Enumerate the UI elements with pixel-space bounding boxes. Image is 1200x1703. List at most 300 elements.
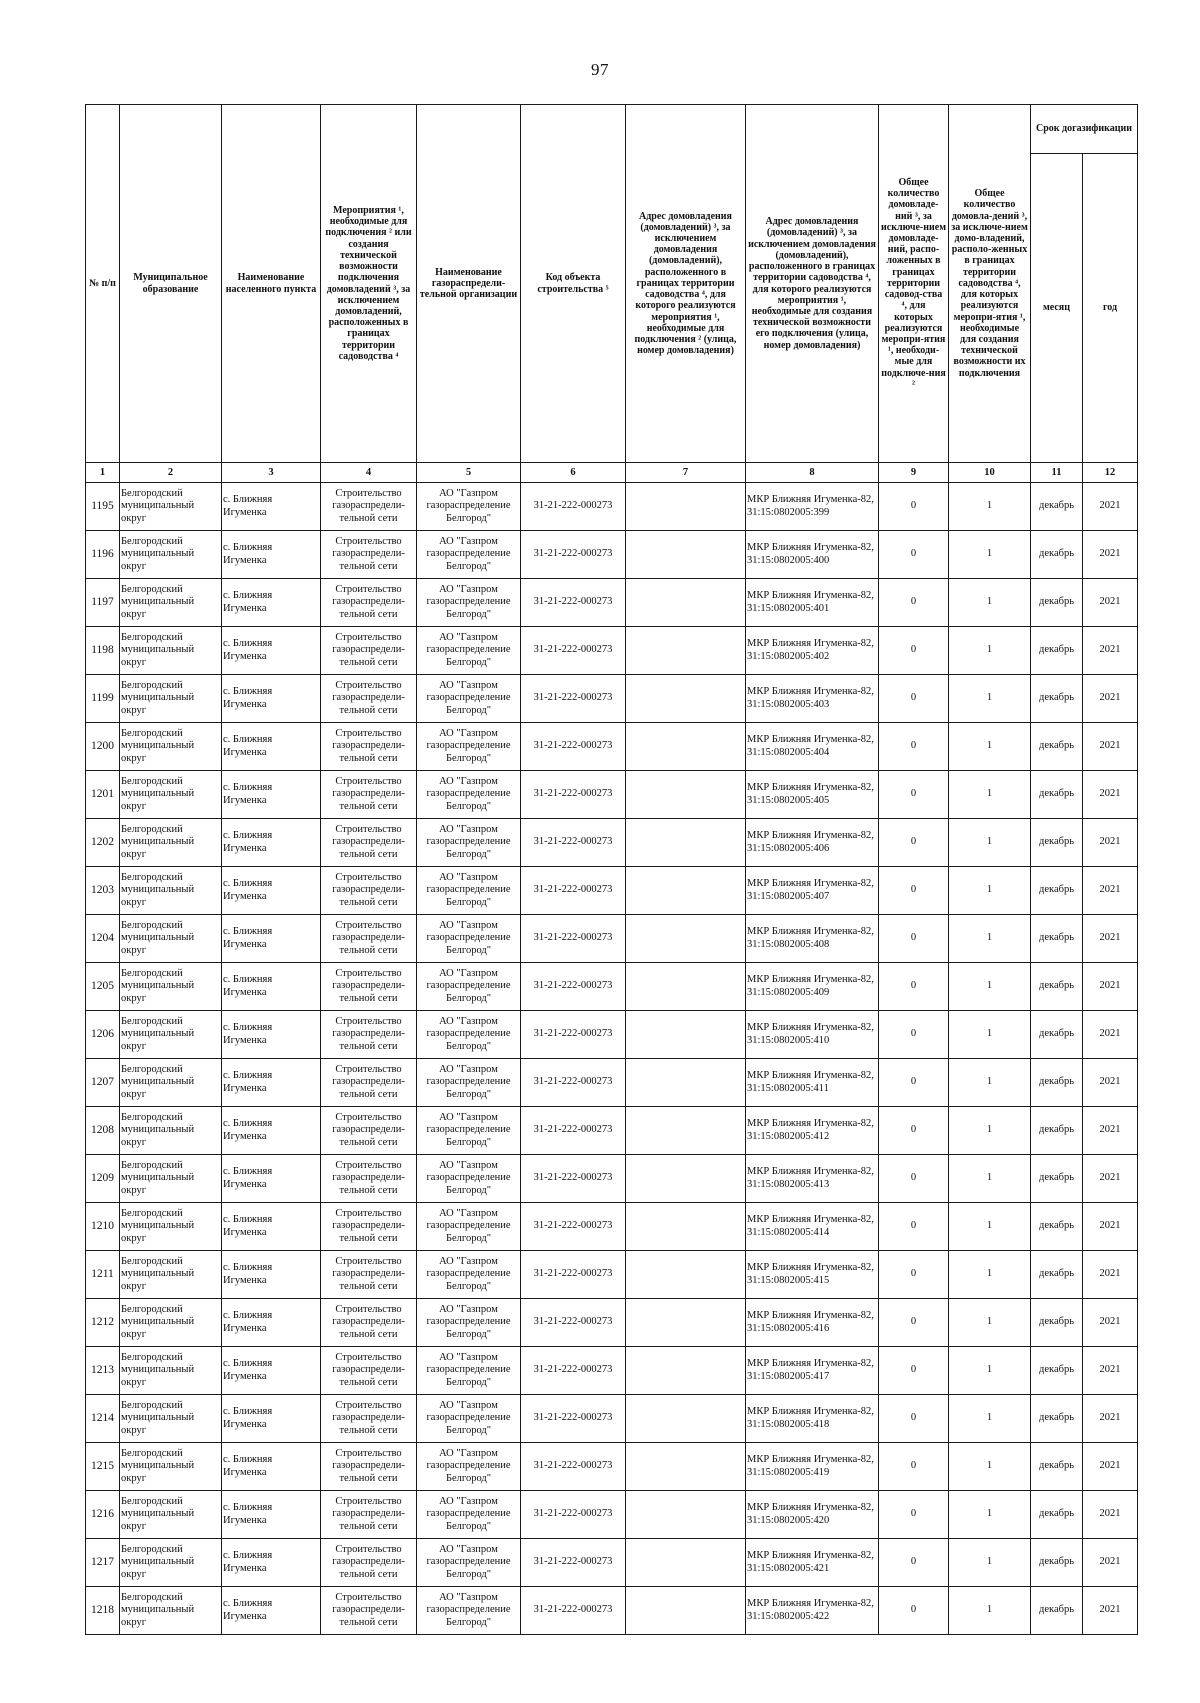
address-connection-cell [626,1011,746,1059]
address-connection-cell [626,1107,746,1155]
object-code-cell: 31-21-222-000273 [521,1587,626,1635]
year-cell: 2021 [1083,1347,1138,1395]
year-cell: 2021 [1083,963,1138,1011]
month-cell: декабрь [1031,963,1083,1011]
count-connection-cell: 0 [879,915,949,963]
count-technical-cell: 1 [949,1347,1031,1395]
table-body [86,483,1138,1635]
object-code-cell: 31-21-222-000273 [521,867,626,915]
municipality-cell: Белгородский муниципальный округ [120,1395,222,1443]
month-cell: декабрь [1031,675,1083,723]
table-row [86,1539,1138,1587]
count-technical-cell: 1 [949,1299,1031,1347]
settlement-cell: с. Ближняя Игуменка [222,675,321,723]
event-cell: Строительство газораспредели-тельной сети [321,531,417,579]
row-number-cell: 1199 [86,675,120,723]
object-code-cell: 31-21-222-000273 [521,1107,626,1155]
object-code-cell: 31-21-222-000273 [521,1059,626,1107]
municipality-cell: Белгородский муниципальный округ [120,1155,222,1203]
year-cell: 2021 [1083,915,1138,963]
column-number: 2 [120,463,222,483]
year-cell: 2021 [1083,1491,1138,1539]
count-connection-cell: 0 [879,1107,949,1155]
month-cell: декабрь [1031,1443,1083,1491]
column-number: 5 [417,463,521,483]
count-connection-cell: 0 [879,1299,949,1347]
count-technical-cell: 1 [949,771,1031,819]
municipality-cell: Белгородский муниципальный округ [120,1539,222,1587]
settlement-cell: с. Ближняя Игуменка [222,1107,321,1155]
row-number-cell: 1205 [86,963,120,1011]
row-number-cell: 1207 [86,1059,120,1107]
address-technical-cell: МКР Ближняя Игуменка-82, 31:15:0802005:399 [746,483,879,531]
table-row [86,1491,1138,1539]
address-connection-cell [626,1443,746,1491]
municipality-cell: Белгородский муниципальный округ [120,675,222,723]
row-number-cell: 1196 [86,531,120,579]
municipality-cell: Белгородский муниципальный округ [120,1203,222,1251]
object-code-cell: 31-21-222-000273 [521,483,626,531]
settlement-cell: с. Ближняя Игуменка [222,1395,321,1443]
count-technical-cell: 1 [949,1155,1031,1203]
header-year: год [1083,154,1138,463]
address-technical-cell: МКР Ближняя Игуменка-82, 31:15:0802005:411 [746,1059,879,1107]
address-technical-cell: МКР Ближняя Игуменка-82, 31:15:0802005:414 [746,1203,879,1251]
month-cell: декабрь [1031,1059,1083,1107]
address-connection-cell [626,867,746,915]
address-technical-cell: МКР Ближняя Игуменка-82, 31:15:0802005:417 [746,1347,879,1395]
settlement-cell: с. Ближняя Игуменка [222,483,321,531]
table-row [86,531,1138,579]
month-cell: декабрь [1031,579,1083,627]
year-cell: 2021 [1083,771,1138,819]
count-technical-cell: 1 [949,723,1031,771]
month-cell: декабрь [1031,1203,1083,1251]
municipality-cell: Белгородский муниципальный округ [120,1251,222,1299]
row-number-cell: 1202 [86,819,120,867]
object-code-cell: 31-21-222-000273 [521,1299,626,1347]
month-cell: декабрь [1031,483,1083,531]
row-number-cell: 1216 [86,1491,120,1539]
address-technical-cell: МКР Ближняя Игуменка-82, 31:15:0802005:410 [746,1011,879,1059]
year-cell: 2021 [1083,579,1138,627]
object-code-cell: 31-21-222-000273 [521,819,626,867]
count-connection-cell: 0 [879,1443,949,1491]
organization-cell: АО "Газпром газораспределение Белгород" [417,1107,521,1155]
object-code-cell: 31-21-222-000273 [521,963,626,1011]
header-count-technical: Общее количество домовла-дений ³, за исключе-нием домо-владений, располо-женных в границах территории садоводства ⁴, для которых реализуются меропри-ятия ¹, необходимые для создания технической возможности их подключения [949,105,1031,463]
object-code-cell: 31-21-222-000273 [521,1443,626,1491]
settlement-cell: с. Ближняя Игуменка [222,819,321,867]
month-cell: декабрь [1031,819,1083,867]
count-technical-cell: 1 [949,531,1031,579]
object-code-cell: 31-21-222-000273 [521,1539,626,1587]
organization-cell: АО "Газпром газораспределение Белгород" [417,531,521,579]
year-cell: 2021 [1083,627,1138,675]
address-technical-cell: МКР Ближняя Игуменка-82, 31:15:0802005:422 [746,1587,879,1635]
table-row [86,915,1138,963]
address-technical-cell: МКР Ближняя Игуменка-82, 31:15:0802005:404 [746,723,879,771]
municipality-cell: Белгородский муниципальный округ [120,771,222,819]
municipality-cell: Белгородский муниципальный округ [120,1491,222,1539]
count-connection-cell: 0 [879,1539,949,1587]
count-connection-cell: 0 [879,1011,949,1059]
object-code-cell: 31-21-222-000273 [521,1491,626,1539]
count-technical-cell: 1 [949,1539,1031,1587]
year-cell: 2021 [1083,819,1138,867]
table-row [86,723,1138,771]
settlement-cell: с. Ближняя Игуменка [222,579,321,627]
year-cell: 2021 [1083,531,1138,579]
organization-cell: АО "Газпром газораспределение Белгород" [417,1539,521,1587]
header-event: Мероприятия ¹, необходимые для подключения ² или создания технической возможности подключения домовладений ³, за исключением домовладений, расположенных в границах территории садоводства ⁴ [321,105,417,463]
count-technical-cell: 1 [949,675,1031,723]
organization-cell: АО "Газпром газораспределение Белгород" [417,915,521,963]
event-cell: Строительство газораспредели-тельной сети [321,675,417,723]
address-connection-cell [626,1251,746,1299]
object-code-cell: 31-21-222-000273 [521,1155,626,1203]
year-cell: 2021 [1083,1251,1138,1299]
municipality-cell: Белгородский муниципальный округ [120,483,222,531]
year-cell: 2021 [1083,1443,1138,1491]
settlement-cell: с. Ближняя Игуменка [222,1347,321,1395]
organization-cell: АО "Газпром газораспределение Белгород" [417,1299,521,1347]
address-connection-cell [626,531,746,579]
row-number-cell: 1208 [86,1107,120,1155]
address-connection-cell [626,1587,746,1635]
month-cell: декабрь [1031,1155,1083,1203]
row-number-cell: 1212 [86,1299,120,1347]
gasification-table [85,104,1138,1635]
object-code-cell: 31-21-222-000273 [521,1347,626,1395]
settlement-cell: с. Ближняя Игуменка [222,627,321,675]
count-connection-cell: 0 [879,531,949,579]
municipality-cell: Белгородский муниципальный округ [120,867,222,915]
settlement-cell: с. Ближняя Игуменка [222,915,321,963]
settlement-cell: с. Ближняя Игуменка [222,1011,321,1059]
municipality-cell: Белгородский муниципальный округ [120,627,222,675]
year-cell: 2021 [1083,675,1138,723]
row-number-cell: 1195 [86,483,120,531]
organization-cell: АО "Газпром газораспределение Белгород" [417,1203,521,1251]
address-connection-cell [626,1395,746,1443]
count-connection-cell: 0 [879,723,949,771]
month-cell: декабрь [1031,627,1083,675]
row-number-cell: 1218 [86,1587,120,1635]
address-technical-cell: МКР Ближняя Игуменка-82, 31:15:0802005:416 [746,1299,879,1347]
count-technical-cell: 1 [949,1059,1031,1107]
address-technical-cell: МКР Ближняя Игуменка-82, 31:15:0802005:406 [746,819,879,867]
column-number: 9 [879,463,949,483]
year-cell: 2021 [1083,1155,1138,1203]
event-cell: Строительство газораспредели-тельной сети [321,579,417,627]
settlement-cell: с. Ближняя Игуменка [222,771,321,819]
table-row [86,1443,1138,1491]
object-code-cell: 31-21-222-000273 [521,1011,626,1059]
count-connection-cell: 0 [879,483,949,531]
count-technical-cell: 1 [949,1587,1031,1635]
event-cell: Строительство газораспредели-тельной сети [321,915,417,963]
organization-cell: АО "Газпром газораспределение Белгород" [417,483,521,531]
year-cell: 2021 [1083,1299,1138,1347]
table-row [86,1059,1138,1107]
organization-cell: АО "Газпром газораспределение Белгород" [417,579,521,627]
row-number-cell: 1211 [86,1251,120,1299]
year-cell: 2021 [1083,1107,1138,1155]
organization-cell: АО "Газпром газораспределение Белгород" [417,1155,521,1203]
object-code-cell: 31-21-222-000273 [521,1203,626,1251]
row-number-cell: 1215 [86,1443,120,1491]
month-cell: декабрь [1031,1347,1083,1395]
address-technical-cell: МКР Ближняя Игуменка-82, 31:15:0802005:409 [746,963,879,1011]
event-cell: Строительство газораспредели-тельной сети [321,1539,417,1587]
count-connection-cell: 0 [879,1587,949,1635]
month-cell: декабрь [1031,1491,1083,1539]
address-connection-cell [626,627,746,675]
address-technical-cell: МКР Ближняя Игуменка-82, 31:15:0802005:400 [746,531,879,579]
address-technical-cell: МКР Ближняя Игуменка-82, 31:15:0802005:413 [746,1155,879,1203]
object-code-cell: 31-21-222-000273 [521,915,626,963]
count-technical-cell: 1 [949,1395,1031,1443]
settlement-cell: с. Ближняя Игуменка [222,1587,321,1635]
month-cell: декабрь [1031,1251,1083,1299]
table-row [86,1107,1138,1155]
address-technical-cell: МКР Ближняя Игуменка-82, 31:15:0802005:408 [746,915,879,963]
table-row [86,867,1138,915]
month-cell: декабрь [1031,771,1083,819]
count-connection-cell: 0 [879,1155,949,1203]
count-connection-cell: 0 [879,627,949,675]
table-row [86,1395,1138,1443]
address-connection-cell [626,1203,746,1251]
address-technical-cell: МКР Ближняя Игуменка-82, 31:15:0802005:403 [746,675,879,723]
organization-cell: АО "Газпром газораспределение Белгород" [417,1491,521,1539]
year-cell: 2021 [1083,867,1138,915]
table-row [86,675,1138,723]
event-cell: Строительство газораспредели-тельной сети [321,1347,417,1395]
column-number: 8 [746,463,879,483]
page-number: 97 [591,60,609,79]
row-number-cell: 1203 [86,867,120,915]
address-technical-cell: МКР Ближняя Игуменка-82, 31:15:0802005:419 [746,1443,879,1491]
address-connection-cell [626,1491,746,1539]
address-technical-cell: МКР Ближняя Игуменка-82, 31:15:0802005:402 [746,627,879,675]
event-cell: Строительство газораспредели-тельной сети [321,1491,417,1539]
header-month: месяц [1031,154,1083,463]
column-number: 10 [949,463,1031,483]
header-object-code: Код объекта строительства ⁵ [521,105,626,463]
object-code-cell: 31-21-222-000273 [521,723,626,771]
row-number-cell: 1204 [86,915,120,963]
count-technical-cell: 1 [949,867,1031,915]
month-cell: декабрь [1031,531,1083,579]
address-connection-cell [626,1155,746,1203]
count-connection-cell: 0 [879,1395,949,1443]
address-technical-cell: МКР Ближняя Игуменка-82, 31:15:0802005:415 [746,1251,879,1299]
table-row [86,483,1138,531]
row-number-cell: 1210 [86,1203,120,1251]
event-cell: Строительство газораспредели-тельной сети [321,1011,417,1059]
municipality-cell: Белгородский муниципальный округ [120,915,222,963]
count-technical-cell: 1 [949,1011,1031,1059]
settlement-cell: с. Ближняя Игуменка [222,1491,321,1539]
column-number: 4 [321,463,417,483]
settlement-cell: с. Ближняя Игуменка [222,867,321,915]
address-connection-cell [626,963,746,1011]
row-number-cell: 1214 [86,1395,120,1443]
table-row [86,1203,1138,1251]
count-technical-cell: 1 [949,1443,1031,1491]
municipality-cell: Белгородский муниципальный округ [120,723,222,771]
row-number-cell: 1201 [86,771,120,819]
column-number: 6 [521,463,626,483]
table-row [86,1155,1138,1203]
organization-cell: АО "Газпром газораспределение Белгород" [417,1011,521,1059]
settlement-cell: с. Ближняя Игуменка [222,1251,321,1299]
header-count-connection: Общее количество домовладе-ний ³, за исключе-нием домовладе-ний, распо-ложенных в границах территории садовод-ства ⁴, для которых реализуются меропри-ятия ¹, необходи-мые для подключе-ния ² [879,105,949,463]
month-cell: декабрь [1031,867,1083,915]
table-row [86,1011,1138,1059]
month-cell: декабрь [1031,1107,1083,1155]
month-cell: декабрь [1031,1011,1083,1059]
count-technical-cell: 1 [949,579,1031,627]
address-connection-cell [626,819,746,867]
table-row [86,1347,1138,1395]
count-connection-cell: 0 [879,1059,949,1107]
municipality-cell: Белгородский муниципальный округ [120,1059,222,1107]
organization-cell: АО "Газпром газораспределение Белгород" [417,771,521,819]
settlement-cell: с. Ближняя Игуменка [222,1155,321,1203]
settlement-cell: с. Ближняя Игуменка [222,1443,321,1491]
month-cell: декабрь [1031,1299,1083,1347]
count-technical-cell: 1 [949,915,1031,963]
address-technical-cell: МКР Ближняя Игуменка-82, 31:15:0802005:420 [746,1491,879,1539]
event-cell: Строительство газораспредели-тельной сети [321,483,417,531]
settlement-cell: с. Ближняя Игуменка [222,963,321,1011]
table-row [86,1251,1138,1299]
month-cell: декабрь [1031,1539,1083,1587]
municipality-cell: Белгородский муниципальный округ [120,1107,222,1155]
year-cell: 2021 [1083,483,1138,531]
column-number: 11 [1031,463,1083,483]
year-cell: 2021 [1083,1539,1138,1587]
count-technical-cell: 1 [949,627,1031,675]
count-technical-cell: 1 [949,1203,1031,1251]
event-cell: Строительство газораспредели-тельной сети [321,771,417,819]
table-row [86,1587,1138,1635]
municipality-cell: Белгородский муниципальный округ [120,531,222,579]
organization-cell: АО "Газпром газораспределение Белгород" [417,963,521,1011]
count-connection-cell: 0 [879,819,949,867]
settlement-cell: с. Ближняя Игуменка [222,531,321,579]
count-connection-cell: 0 [879,579,949,627]
event-cell: Строительство газораспредели-тельной сети [321,627,417,675]
settlement-cell: с. Ближняя Игуменка [222,723,321,771]
count-connection-cell: 0 [879,771,949,819]
event-cell: Строительство газораспредели-тельной сети [321,1587,417,1635]
event-cell: Строительство газораспредели-тельной сети [321,819,417,867]
row-number-cell: 1213 [86,1347,120,1395]
event-cell: Строительство газораспредели-тельной сети [321,1059,417,1107]
address-connection-cell [626,771,746,819]
address-technical-cell: МКР Ближняя Игуменка-82, 31:15:0802005:421 [746,1539,879,1587]
month-cell: декабрь [1031,723,1083,771]
organization-cell: АО "Газпром газораспределение Белгород" [417,1395,521,1443]
object-code-cell: 31-21-222-000273 [521,531,626,579]
organization-cell: АО "Газпром газораспределение Белгород" [417,1587,521,1635]
header-address-connection: Адрес домовладения (домовладений) ³, за исключением домовладения (домовладений), расположенного в границах территории садоводства ⁴, для которого реализуются мероприятия ¹, необходимые для подключения ² (улица, номер домовладения) [626,105,746,463]
row-number-cell: 1209 [86,1155,120,1203]
municipality-cell: Белгородский муниципальный округ [120,819,222,867]
header-municipality: Муниципальное образование [120,105,222,463]
count-technical-cell: 1 [949,1251,1031,1299]
year-cell: 2021 [1083,1587,1138,1635]
month-cell: декабрь [1031,1587,1083,1635]
header-no: № п/п [86,105,120,463]
header-org: Наименование газораспредели-тельной организации [417,105,521,463]
count-connection-cell: 0 [879,1347,949,1395]
header-deadline: Срок догазификации [1031,105,1138,154]
settlement-cell: с. Ближняя Игуменка [222,1203,321,1251]
year-cell: 2021 [1083,1395,1138,1443]
address-connection-cell [626,915,746,963]
header-address-technical: Адрес домовладения (домовладений) ³, за исключением домовладения (домовладений), расположенного в границах территории садоводства ⁴, для которого реализуются мероприятия ¹, необходимые для создания технической возможности его подключения (улица, номер домовладения) [746,105,879,463]
event-cell: Строительство газораспредели-тельной сети [321,723,417,771]
count-technical-cell: 1 [949,1107,1031,1155]
row-number-cell: 1206 [86,1011,120,1059]
event-cell: Строительство газораспредели-тельной сети [321,1395,417,1443]
row-number-cell: 1197 [86,579,120,627]
object-code-cell: 31-21-222-000273 [521,1251,626,1299]
municipality-cell: Белгородский муниципальный округ [120,1443,222,1491]
event-cell: Строительство газораспредели-тельной сети [321,963,417,1011]
address-technical-cell: МКР Ближняя Игуменка-82, 31:15:0802005:418 [746,1395,879,1443]
column-number-row [86,463,1138,483]
organization-cell: АО "Газпром газораспределение Белгород" [417,1443,521,1491]
column-number: 12 [1083,463,1138,483]
municipality-cell: Белгородский муниципальный округ [120,963,222,1011]
count-technical-cell: 1 [949,963,1031,1011]
header-settlement: Наименование населенного пункта [222,105,321,463]
organization-cell: АО "Газпром газораспределение Белгород" [417,723,521,771]
municipality-cell: Белгородский муниципальный округ [120,1587,222,1635]
event-cell: Строительство газораспредели-тельной сети [321,1299,417,1347]
address-connection-cell [626,1539,746,1587]
count-connection-cell: 0 [879,867,949,915]
address-connection-cell [626,1299,746,1347]
object-code-cell: 31-21-222-000273 [521,579,626,627]
address-connection-cell [626,579,746,627]
column-number: 1 [86,463,120,483]
row-number-cell: 1217 [86,1539,120,1587]
address-connection-cell [626,675,746,723]
organization-cell: АО "Газпром газораспределение Белгород" [417,1059,521,1107]
year-cell: 2021 [1083,1059,1138,1107]
address-technical-cell: МКР Ближняя Игуменка-82, 31:15:0802005:401 [746,579,879,627]
organization-cell: АО "Газпром газораспределение Белгород" [417,1347,521,1395]
month-cell: декабрь [1031,915,1083,963]
object-code-cell: 31-21-222-000273 [521,675,626,723]
count-technical-cell: 1 [949,819,1031,867]
event-cell: Строительство газораспредели-тельной сети [321,867,417,915]
address-technical-cell: МКР Ближняя Игуменка-82, 31:15:0802005:405 [746,771,879,819]
count-technical-cell: 1 [949,483,1031,531]
municipality-cell: Белгородский муниципальный округ [120,1347,222,1395]
table-row [86,963,1138,1011]
object-code-cell: 31-21-222-000273 [521,627,626,675]
count-connection-cell: 0 [879,675,949,723]
object-code-cell: 31-21-222-000273 [521,771,626,819]
